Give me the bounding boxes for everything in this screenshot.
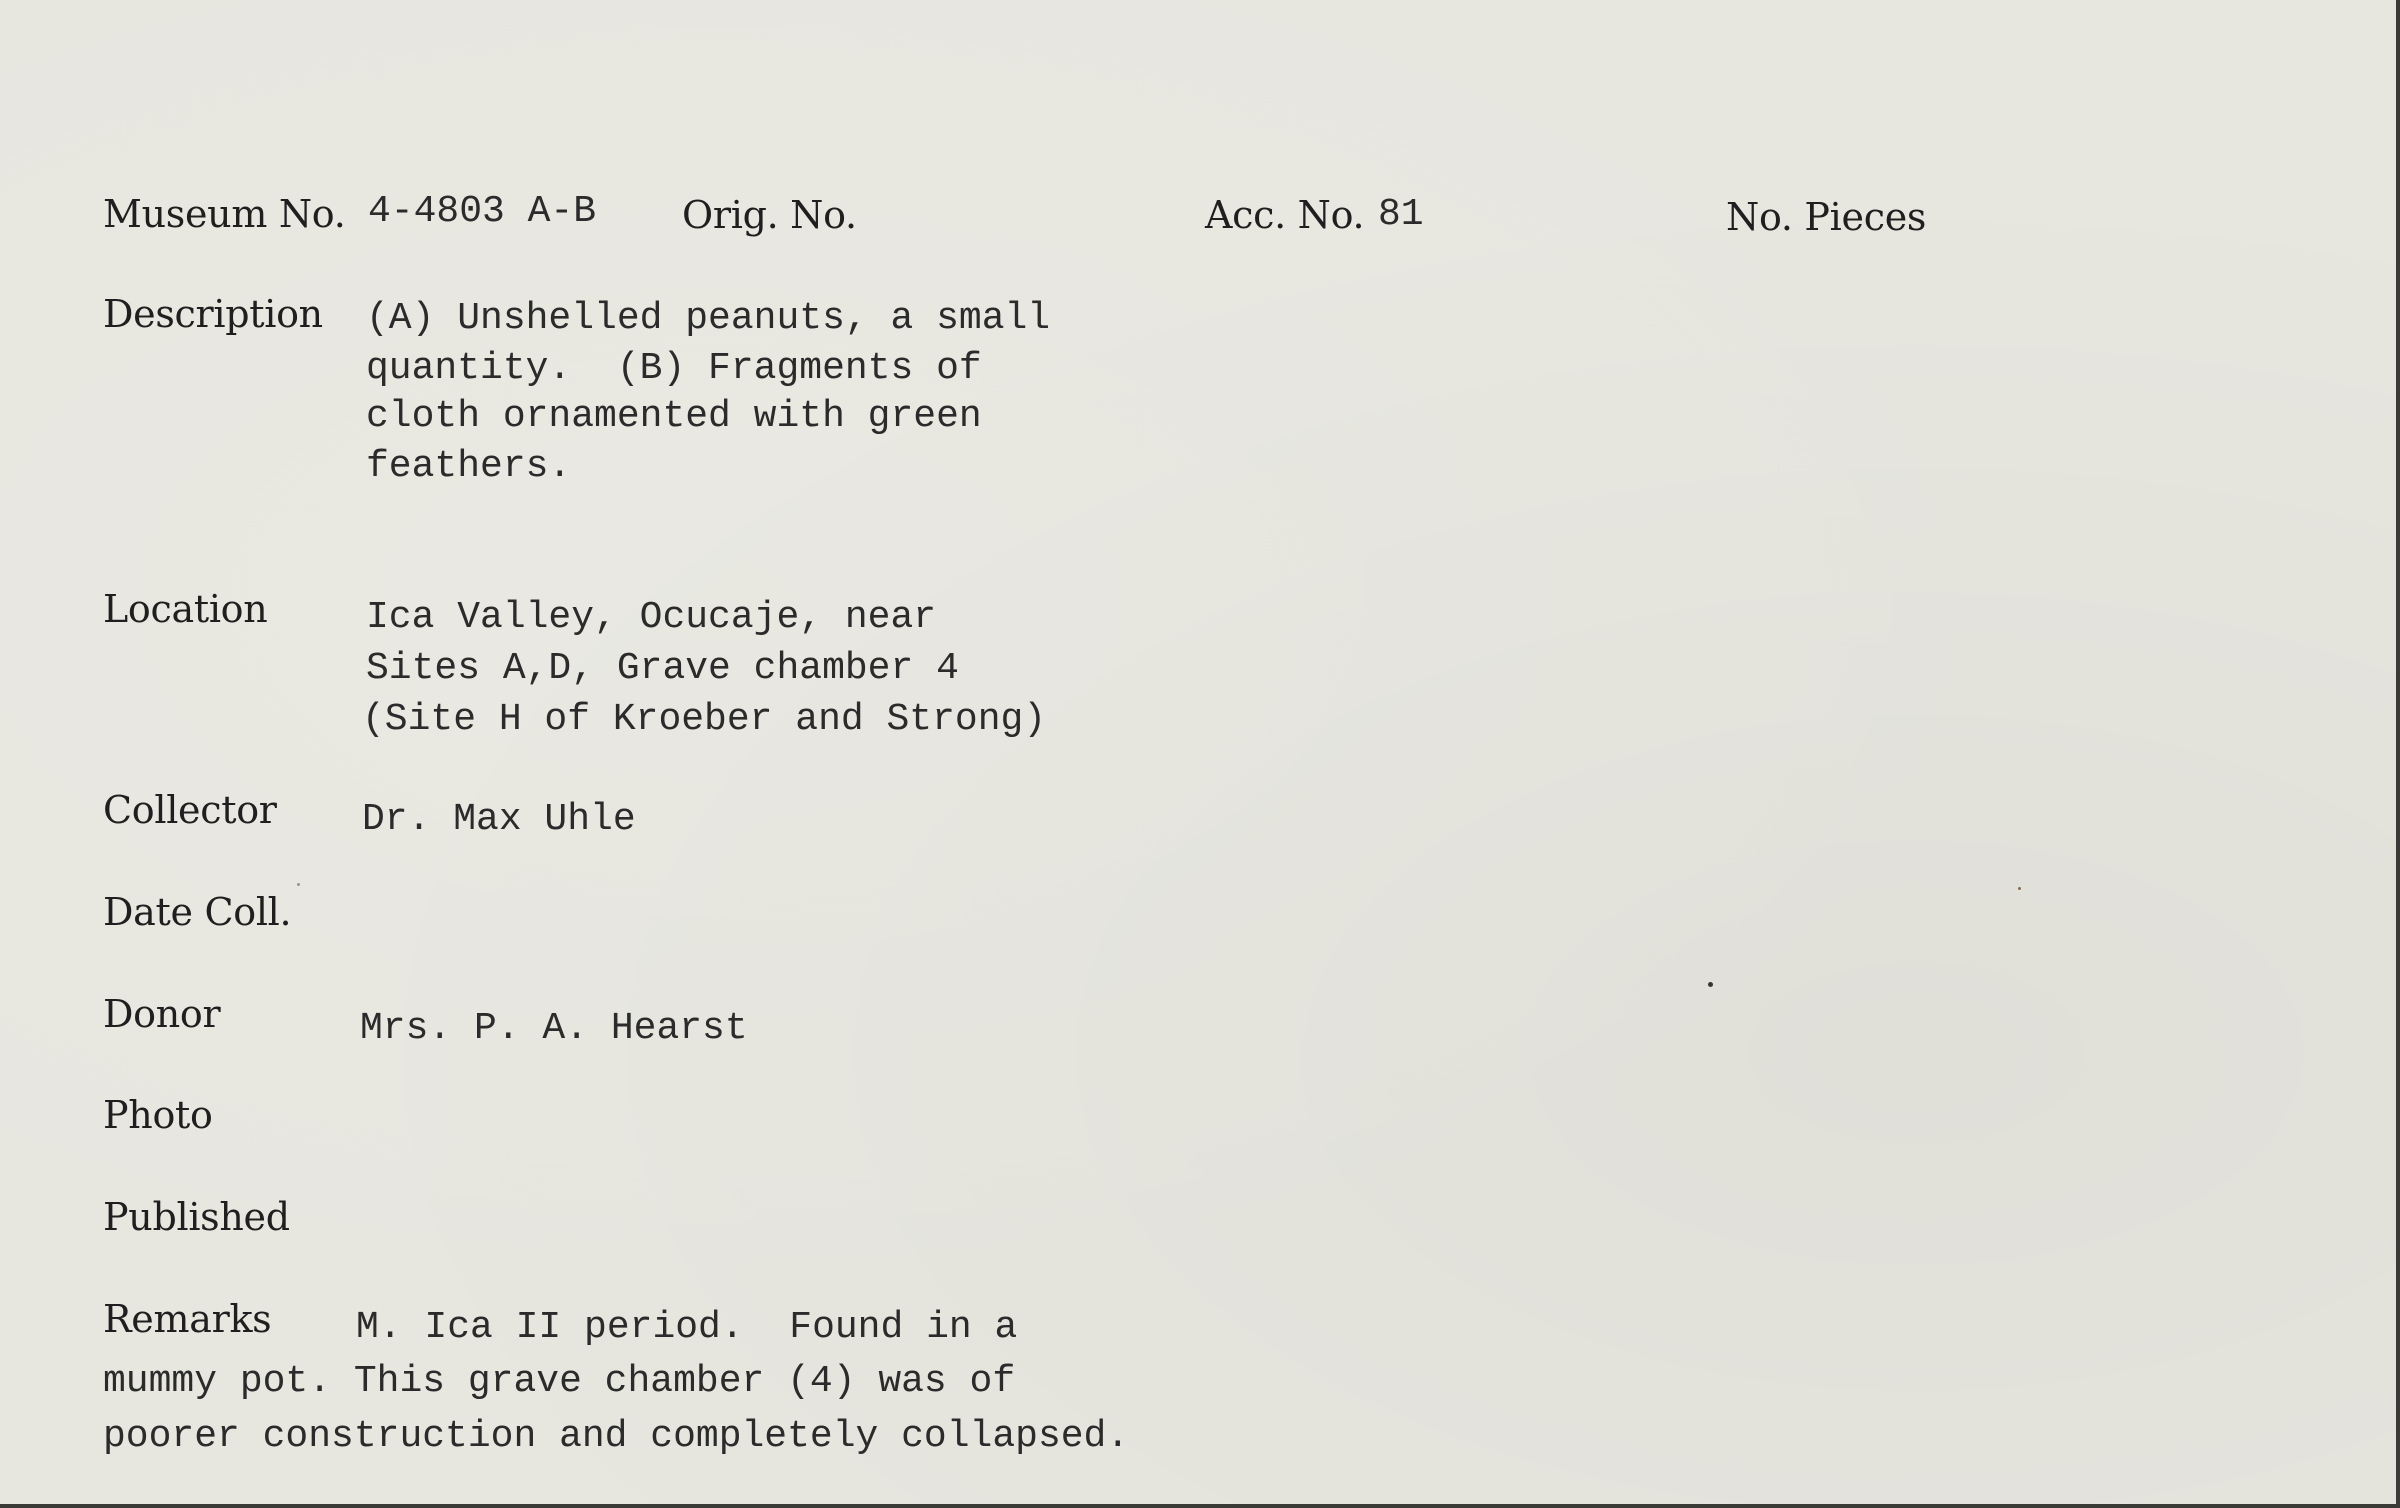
no-pieces-label: No. Pieces (1726, 195, 1927, 239)
paper-speck (297, 883, 300, 886)
location-line-1: Ica Valley, Ocucaje, near (366, 596, 937, 639)
location-label: Location (103, 587, 268, 631)
orig-no-label: Orig. No. (682, 193, 857, 237)
location-line-2: Sites A,D, Grave chamber 4 (366, 647, 959, 690)
date-coll-label: Date Coll. (103, 890, 292, 934)
description-label: Description (103, 292, 323, 336)
remarks-line-3: poorer construction and completely collapsed. (103, 1415, 1130, 1458)
museum-no-label: Museum No. (103, 192, 346, 236)
collector-label: Collector (103, 788, 277, 832)
description-line-3: cloth ornamented with green (366, 395, 982, 438)
description-line-2: quantity. (B) Fragments of (366, 347, 982, 390)
donor-label: Donor (103, 992, 221, 1036)
museum-no-value: 4-4803 A-B (368, 190, 597, 233)
paper-speck (2018, 887, 2021, 890)
acc-no-label: Acc. No. (1205, 193, 1365, 237)
remarks-label: Remarks (103, 1297, 272, 1341)
collector-value: Dr. Max Uhle (362, 798, 636, 841)
acc-no-value: 81 (1378, 193, 1424, 236)
remarks-line-2: mummy pot. This grave chamber (4) was of (103, 1360, 1016, 1403)
location-line-3: (Site H of Kroeber and Strong) (362, 698, 1047, 741)
description-line-1: (A) Unshelled peanuts, a small (366, 297, 1051, 340)
published-label: Published (103, 1195, 290, 1239)
donor-value: Mrs. P. A. Hearst (360, 1007, 748, 1050)
remarks-line-1: M. Ica II period. Found in a (356, 1306, 1018, 1349)
photo-label: Photo (103, 1093, 213, 1137)
paper-speck (1708, 982, 1713, 987)
description-line-4: feathers. (366, 445, 572, 488)
